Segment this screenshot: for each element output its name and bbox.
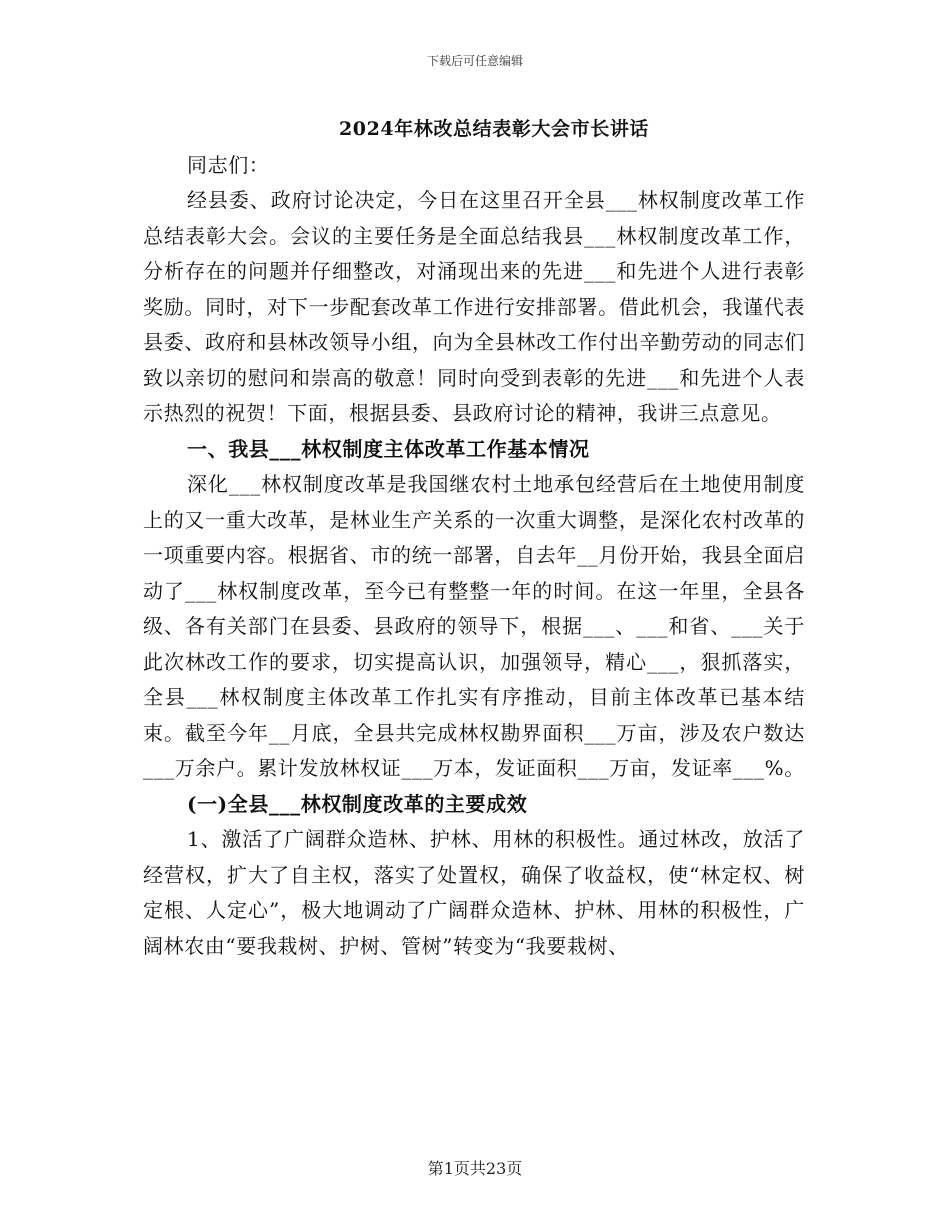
document-body	[143, 112, 805, 964]
section-heading-1: 一、我县___林权制度主体改革工作基本情况	[187, 436, 590, 461]
salutation: 同志们：	[187, 152, 270, 177]
page-number: 第1页共23页	[427, 1159, 523, 1178]
document-title: 2024年林改总结表彰大会市长讲话	[338, 118, 650, 140]
paragraph-opening: 经县委、政府讨论决定，今日在这里召开全县___林权制度改革工作总结表彰大会。会议的主要任务是全面总结我县___林权制度改革工作，分析存在的问题并仔细整改，对涌现出来的先进___和先进个人进行表彰奖励。同时，对下一步配套改革工作进行安排部署。借此机会，我谨代表县委、政府和县林改领导小组，向为全县林改工作付出辛勤劳动的同志们致以亲切的慰问和崇高的敬意！同时向受到表彰的先进___和先进个人表示热烈的祝贺！下面，根据县委、县政府讨论的精神，我讲三点意见。	[143, 188, 805, 425]
paragraph-basic-situation: 深化___林权制度改革是我国继农村土地承包经营后在土地使用制度上的又一重大改革，是林业生产关系的一次重大调整，是深化农村改革的一项重要内容。根据省、市的统一部署，自去年__月份开始，我县全面启动了___林权制度改革，至今已有整整一年的时间。在这一年里，全县各级、各有关部门在县委、县政府的领导下，根据___、___和省、___关于此次林改工作的要求，切实提高认识，加强领导，精心___，狠抓落实，全县___林权制度主体改革工作扎实有序推动，目前主体改革已基本结束。截至今年__月底，全县共完成林权勘界面积___万亩，涉及农户数达___万余户。累计发放林权证___万本，发证面积___万亩，发证率___%。	[143, 472, 805, 780]
subsection-heading-1: (一)全县___林权制度改革的主要成效	[187, 791, 528, 816]
download-note: 下载后可任意编辑	[426, 54, 523, 68]
paragraph-achievement-1: 1、激活了广阔群众造林、护林、用林的积极性。通过林改，放活了经营权，扩大了自主权，落实了处置权，确保了收益权，使“林定权、树定根、人定心”，极大地调动了广阔群众造林、护林、用林的积极性，广阔林农由“要我栽树、护树、管树”转变为“我要栽树、	[143, 827, 805, 958]
